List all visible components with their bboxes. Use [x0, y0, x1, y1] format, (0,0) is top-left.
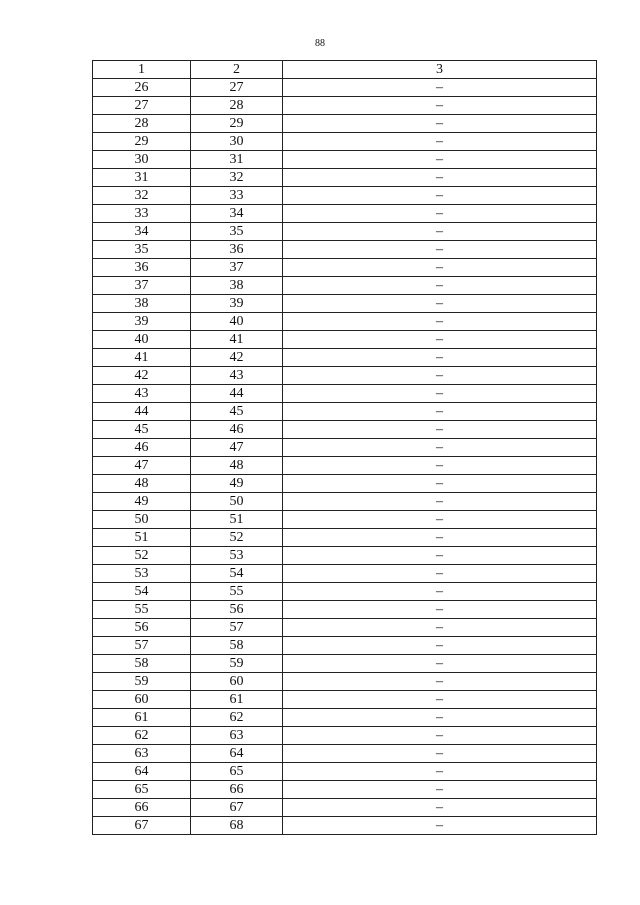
table-cell-col-2: 36 — [191, 241, 283, 259]
table-cell-col-2: 64 — [191, 745, 283, 763]
table-row — [93, 781, 597, 799]
table-cell-col-3: – — [283, 565, 597, 583]
column-header-2: 2 — [191, 61, 283, 79]
table-cell-col-2: 55 — [191, 583, 283, 601]
table-row — [93, 205, 597, 223]
table-row — [93, 187, 597, 205]
table-cell-col-3: – — [283, 169, 597, 187]
table-cell-col-1: 31 — [93, 169, 191, 187]
table-cell-col-1: 51 — [93, 529, 191, 547]
table-row — [93, 241, 597, 259]
table-cell-col-3: – — [283, 637, 597, 655]
table-cell-col-1: 32 — [93, 187, 191, 205]
table-row — [93, 115, 597, 133]
table-row — [93, 277, 597, 295]
table-row — [93, 349, 597, 367]
table-cell-col-2: 31 — [191, 151, 283, 169]
table-cell-col-2: 51 — [191, 511, 283, 529]
table-cell-col-2: 58 — [191, 637, 283, 655]
table-cell-col-2: 45 — [191, 403, 283, 421]
table-row — [93, 583, 597, 601]
table-cell-col-3: – — [283, 601, 597, 619]
table-row — [93, 421, 597, 439]
table-row — [93, 565, 597, 583]
table-row — [93, 691, 597, 709]
table-header-row — [93, 61, 597, 79]
table-cell-col-1: 62 — [93, 727, 191, 745]
table-cell-col-3: – — [283, 79, 597, 97]
table-cell-col-3: – — [283, 205, 597, 223]
table-cell-col-1: 46 — [93, 439, 191, 457]
table-cell-col-2: 66 — [191, 781, 283, 799]
table-cell-col-2: 65 — [191, 763, 283, 781]
table-cell-col-1: 64 — [93, 763, 191, 781]
table-cell-col-3: – — [283, 493, 597, 511]
table-cell-col-3: – — [283, 529, 597, 547]
table-cell-col-3: – — [283, 277, 597, 295]
table-cell-col-1: 65 — [93, 781, 191, 799]
table-cell-col-2: 43 — [191, 367, 283, 385]
table-cell-col-3: – — [283, 115, 597, 133]
table-cell-col-2: 28 — [191, 97, 283, 115]
table-row — [93, 799, 597, 817]
table-row — [93, 385, 597, 403]
table-cell-col-2: 30 — [191, 133, 283, 151]
table-cell-col-3: – — [283, 547, 597, 565]
table-cell-col-3: – — [283, 349, 597, 367]
table-row — [93, 673, 597, 691]
table-cell-col-1: 40 — [93, 331, 191, 349]
table-row — [93, 331, 597, 349]
table-row — [93, 709, 597, 727]
table-cell-col-2: 42 — [191, 349, 283, 367]
table-cell-col-1: 56 — [93, 619, 191, 637]
table-body — [93, 79, 597, 835]
table-cell-col-3: – — [283, 295, 597, 313]
table-row — [93, 259, 597, 277]
table-row — [93, 295, 597, 313]
table-cell-col-1: 63 — [93, 745, 191, 763]
table-cell-col-1: 43 — [93, 385, 191, 403]
table-row — [93, 547, 597, 565]
table-cell-col-2: 33 — [191, 187, 283, 205]
table-cell-col-2: 59 — [191, 655, 283, 673]
table-cell-col-3: – — [283, 259, 597, 277]
table-cell-col-3: – — [283, 223, 597, 241]
table-cell-col-3: – — [283, 475, 597, 493]
table-cell-col-1: 39 — [93, 313, 191, 331]
table-cell-col-3: – — [283, 457, 597, 475]
table-cell-col-1: 55 — [93, 601, 191, 619]
table-cell-col-3: – — [283, 655, 597, 673]
table-cell-col-1: 57 — [93, 637, 191, 655]
table-cell-col-2: 46 — [191, 421, 283, 439]
table-cell-col-1: 59 — [93, 673, 191, 691]
table-cell-col-1: 49 — [93, 493, 191, 511]
table-cell-col-1: 27 — [93, 97, 191, 115]
data-table — [92, 60, 597, 835]
table-cell-col-3: – — [283, 817, 597, 835]
table-cell-col-3: – — [283, 403, 597, 421]
table-row — [93, 151, 597, 169]
table-row — [93, 457, 597, 475]
table-cell-col-2: 35 — [191, 223, 283, 241]
table-cell-col-2: 67 — [191, 799, 283, 817]
table-cell-col-1: 29 — [93, 133, 191, 151]
table-cell-col-1: 67 — [93, 817, 191, 835]
table-cell-col-1: 61 — [93, 709, 191, 727]
table-cell-col-1: 66 — [93, 799, 191, 817]
table-cell-col-2: 61 — [191, 691, 283, 709]
table-cell-col-2: 52 — [191, 529, 283, 547]
table-cell-col-1: 36 — [93, 259, 191, 277]
table-row — [93, 511, 597, 529]
table-cell-col-3: – — [283, 241, 597, 259]
table-cell-col-1: 48 — [93, 475, 191, 493]
table-cell-col-1: 52 — [93, 547, 191, 565]
table-cell-col-1: 28 — [93, 115, 191, 133]
table-row — [93, 763, 597, 781]
page-number: 88 — [315, 38, 325, 49]
table-cell-col-1: 35 — [93, 241, 191, 259]
table-cell-col-2: 49 — [191, 475, 283, 493]
table-cell-col-3: – — [283, 583, 597, 601]
table-cell-col-3: – — [283, 781, 597, 799]
table-cell-col-3: – — [283, 331, 597, 349]
column-header-3: 3 — [283, 61, 597, 79]
table-row — [93, 817, 597, 835]
table-row — [93, 637, 597, 655]
table-row — [93, 475, 597, 493]
table-cell-col-2: 54 — [191, 565, 283, 583]
table-cell-col-2: 34 — [191, 205, 283, 223]
table-cell-col-3: – — [283, 673, 597, 691]
table-cell-col-2: 47 — [191, 439, 283, 457]
table-row — [93, 313, 597, 331]
table-cell-col-2: 63 — [191, 727, 283, 745]
table-cell-col-1: 30 — [93, 151, 191, 169]
table-cell-col-2: 44 — [191, 385, 283, 403]
table-row — [93, 97, 597, 115]
table-cell-col-3: – — [283, 709, 597, 727]
table-row — [93, 493, 597, 511]
table-cell-col-3: – — [283, 187, 597, 205]
table-row — [93, 169, 597, 187]
table-cell-col-2: 27 — [191, 79, 283, 97]
table-cell-col-2: 38 — [191, 277, 283, 295]
table-cell-col-3: – — [283, 313, 597, 331]
table-row — [93, 655, 597, 673]
table-cell-col-2: 37 — [191, 259, 283, 277]
table-row — [93, 223, 597, 241]
table-cell-col-2: 48 — [191, 457, 283, 475]
table-row — [93, 79, 597, 97]
table-cell-col-3: – — [283, 619, 597, 637]
table-row — [93, 601, 597, 619]
table-cell-col-1: 34 — [93, 223, 191, 241]
table-cell-col-1: 54 — [93, 583, 191, 601]
table-cell-col-1: 58 — [93, 655, 191, 673]
table-cell-col-2: 39 — [191, 295, 283, 313]
table-cell-col-2: 32 — [191, 169, 283, 187]
table-row — [93, 619, 597, 637]
table-row — [93, 727, 597, 745]
table-row — [93, 133, 597, 151]
table-cell-col-3: – — [283, 97, 597, 115]
table-cell-col-3: – — [283, 133, 597, 151]
table-cell-col-3: – — [283, 151, 597, 169]
table-cell-col-3: – — [283, 763, 597, 781]
table-cell-col-2: 53 — [191, 547, 283, 565]
table-cell-col-3: – — [283, 385, 597, 403]
table-cell-col-2: 41 — [191, 331, 283, 349]
table-cell-col-1: 33 — [93, 205, 191, 223]
table-row — [93, 745, 597, 763]
table-cell-col-2: 60 — [191, 673, 283, 691]
table-row — [93, 403, 597, 421]
table-cell-col-2: 56 — [191, 601, 283, 619]
table-cell-col-2: 29 — [191, 115, 283, 133]
table-cell-col-2: 68 — [191, 817, 283, 835]
table-cell-col-3: – — [283, 745, 597, 763]
table-cell-col-3: – — [283, 439, 597, 457]
table-cell-col-1: 44 — [93, 403, 191, 421]
table-cell-col-3: – — [283, 799, 597, 817]
table-cell-col-1: 60 — [93, 691, 191, 709]
table-cell-col-1: 41 — [93, 349, 191, 367]
column-header-1: 1 — [93, 61, 191, 79]
table-cell-col-1: 42 — [93, 367, 191, 385]
table-row — [93, 529, 597, 547]
table-cell-col-1: 26 — [93, 79, 191, 97]
table-cell-col-3: – — [283, 421, 597, 439]
table-cell-col-2: 50 — [191, 493, 283, 511]
table-cell-col-2: 57 — [191, 619, 283, 637]
table-cell-col-3: – — [283, 511, 597, 529]
table-row — [93, 367, 597, 385]
table-cell-col-1: 37 — [93, 277, 191, 295]
table-cell-col-3: – — [283, 367, 597, 385]
table-cell-col-1: 38 — [93, 295, 191, 313]
table-cell-col-1: 45 — [93, 421, 191, 439]
table-cell-col-1: 53 — [93, 565, 191, 583]
table-cell-col-2: 62 — [191, 709, 283, 727]
table-cell-col-1: 47 — [93, 457, 191, 475]
table-cell-col-1: 50 — [93, 511, 191, 529]
table-cell-col-3: – — [283, 727, 597, 745]
table-cell-col-3: – — [283, 691, 597, 709]
table-cell-col-2: 40 — [191, 313, 283, 331]
table-row — [93, 439, 597, 457]
